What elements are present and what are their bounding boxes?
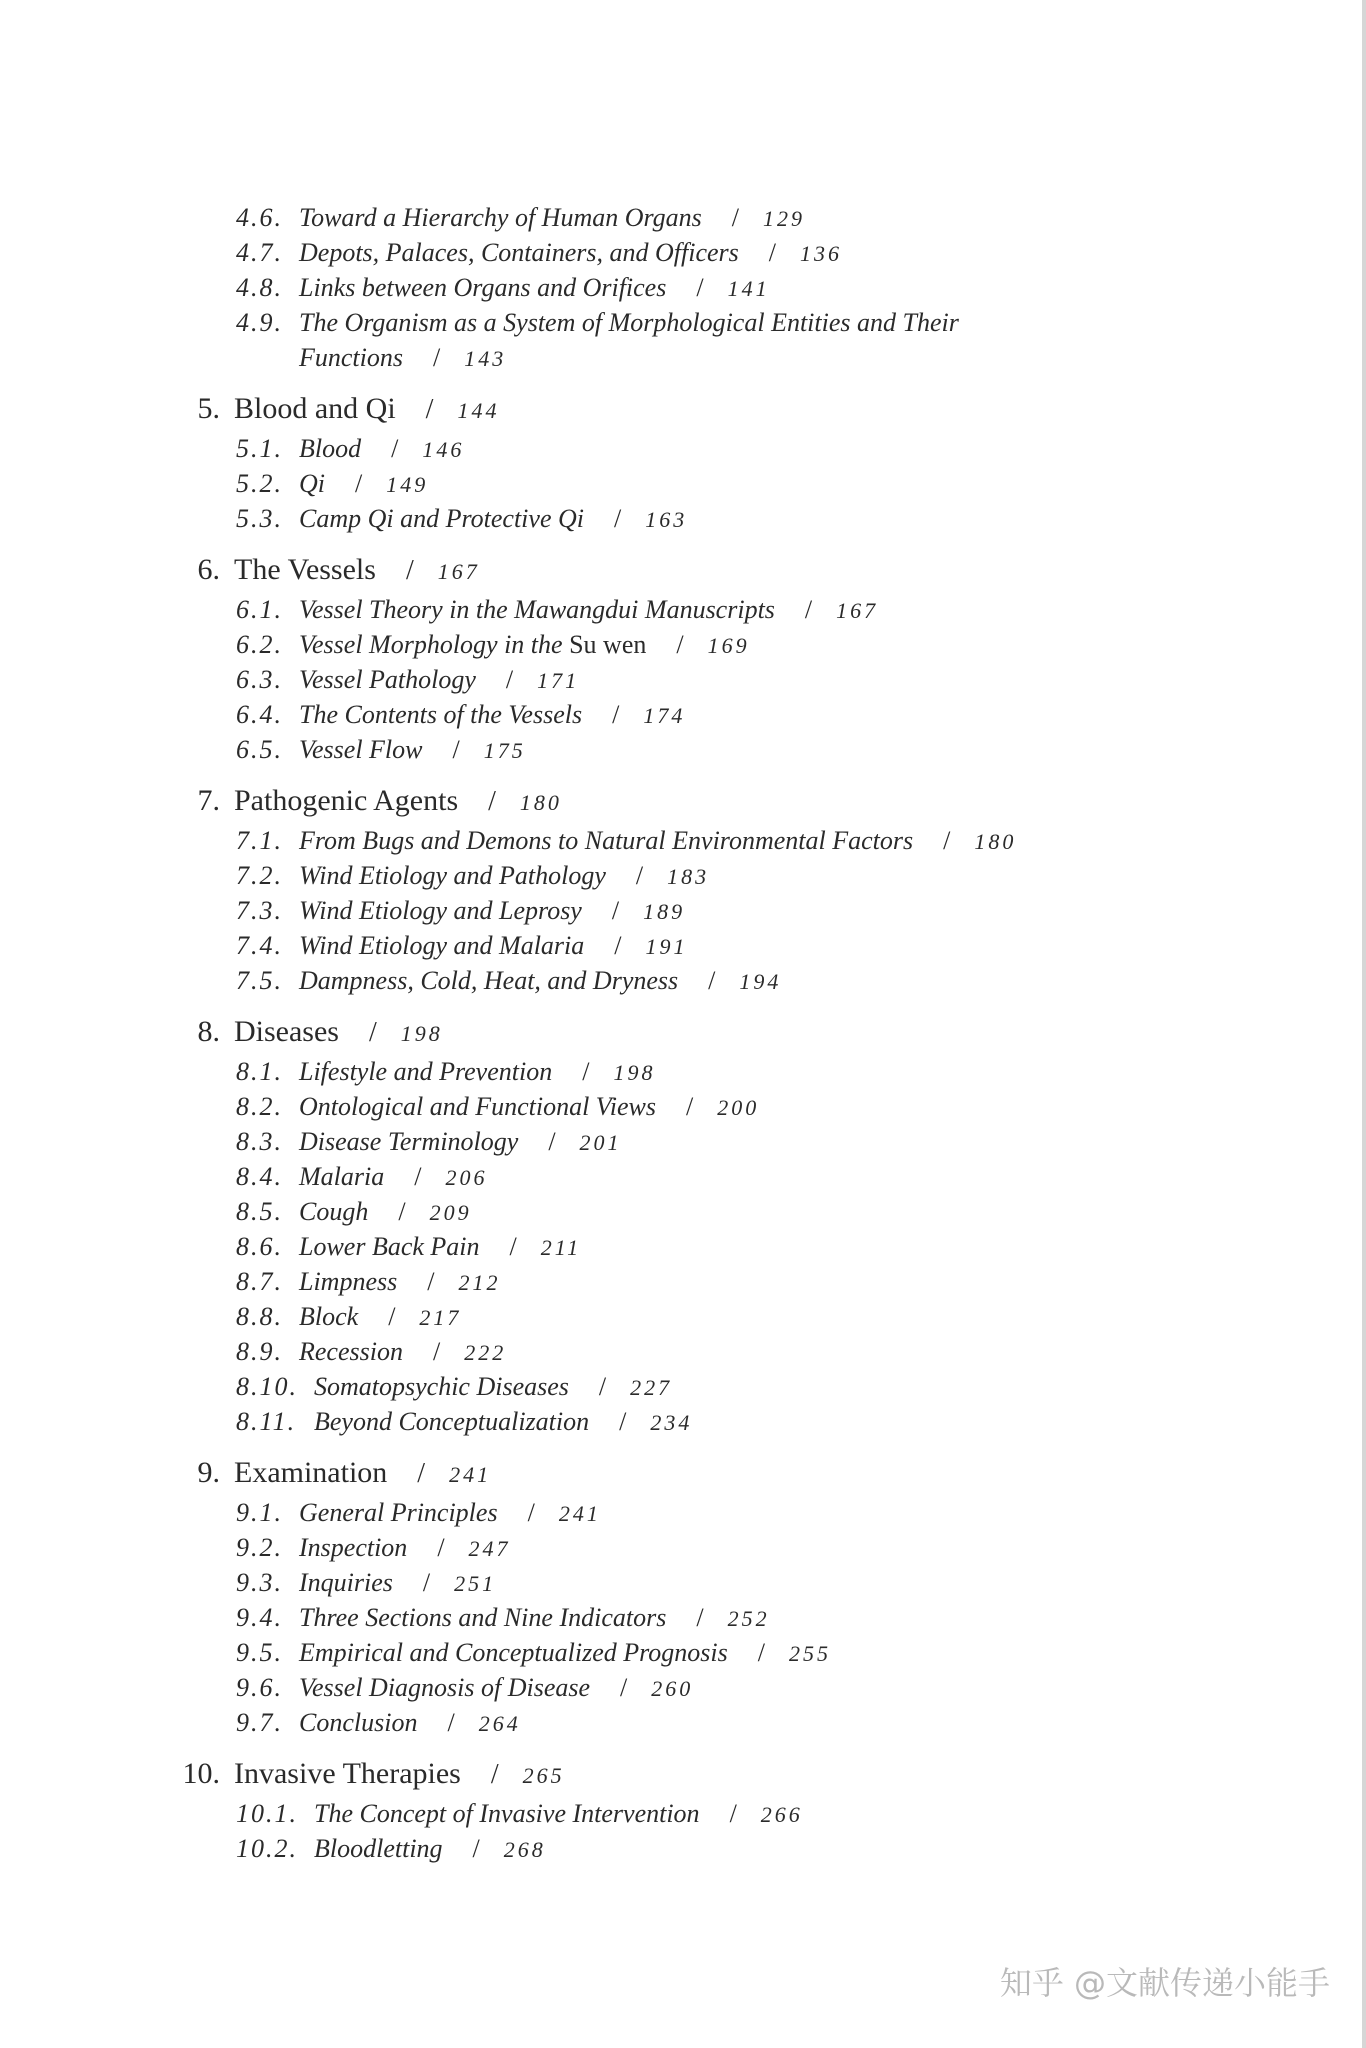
entry-body	[234, 1010, 443, 1056]
page-number: 129	[763, 206, 806, 231]
page-separator: /	[388, 1302, 396, 1331]
section-entry[interactable]	[0, 1530, 1366, 1565]
page-separator: /	[582, 1057, 590, 1086]
entry-number: 7.2.	[236, 861, 283, 890]
entry-number: 4.6.	[236, 203, 283, 232]
entry-body	[299, 928, 688, 964]
entry-title: Blood and Qi	[234, 392, 396, 425]
entry-body	[234, 779, 562, 825]
section-entry[interactable]	[0, 1299, 1366, 1334]
page-separator: /	[696, 273, 704, 302]
chapter-entry[interactable]	[0, 1451, 1366, 1495]
page-number: 212	[458, 1270, 501, 1295]
entry-body	[299, 200, 805, 236]
section-entry[interactable]	[0, 1495, 1366, 1530]
page-number: 194	[739, 969, 782, 994]
entry-title: Toward a Hierarchy of Human Organs	[299, 203, 702, 232]
entry-title: Wind Etiology and Leprosy	[299, 896, 582, 925]
entry-body	[299, 1159, 487, 1195]
page-number: 191	[645, 934, 688, 959]
section-entry[interactable]	[0, 662, 1366, 697]
entry-title: Limpness	[299, 1267, 398, 1296]
page-separator: /	[447, 1708, 455, 1737]
entry-title: Lifestyle and Prevention	[299, 1057, 553, 1086]
entry-number: 6.5.	[236, 735, 283, 764]
entry-number: 9.6.	[236, 1673, 283, 1702]
entry-body	[299, 1635, 831, 1671]
entry-number: 4.9.	[236, 308, 283, 337]
page-separator: /	[611, 896, 620, 925]
entry-title: Functions	[299, 343, 403, 372]
entry-title-roman: Su wen	[569, 630, 647, 659]
section-entry[interactable]	[0, 1670, 1366, 1705]
page-separator: /	[619, 1407, 627, 1436]
entry-title: Cough	[299, 1197, 369, 1226]
page-number: 241	[449, 1462, 492, 1487]
entry-title: Pathogenic Agents	[234, 784, 459, 817]
page-number: 264	[478, 1711, 521, 1736]
page-separator: /	[548, 1127, 556, 1156]
section-entry[interactable]	[0, 305, 1366, 340]
page-separator: /	[405, 555, 414, 586]
section-entry[interactable]	[0, 340, 1366, 375]
page-number: 260	[651, 1676, 694, 1701]
entry-body	[314, 1369, 672, 1405]
entry-body	[299, 1054, 655, 1090]
entry-title: The Concept of Invasive Intervention	[314, 1799, 700, 1828]
entry-title: Blood	[299, 434, 362, 463]
section-entry[interactable]	[0, 1054, 1366, 1089]
section-entry[interactable]	[0, 1831, 1366, 1866]
chapter-entry[interactable]	[0, 779, 1366, 823]
page-separator: /	[527, 1498, 535, 1527]
page-separator: /	[613, 504, 622, 533]
section-entry[interactable]	[0, 1194, 1366, 1229]
section-entry[interactable]	[0, 893, 1366, 928]
chapter-entry[interactable]	[0, 1010, 1366, 1054]
chapter-entry[interactable]	[0, 1752, 1366, 1796]
section-entry[interactable]	[0, 1565, 1366, 1600]
entry-body	[299, 893, 685, 929]
entry-number: 5.	[197, 392, 220, 425]
page-number: 141	[727, 276, 770, 301]
entry-body	[314, 1831, 546, 1867]
entry-number: 9.4.	[236, 1603, 283, 1632]
entry-title: Somatopsychic Diseases	[314, 1372, 569, 1401]
page-separator: /	[490, 1759, 499, 1790]
page-separator: /	[757, 1638, 765, 1667]
entry-body	[234, 548, 480, 594]
page-number: 209	[429, 1200, 472, 1225]
entry-body	[314, 1404, 692, 1440]
section-entry[interactable]	[0, 963, 1366, 998]
section-entry[interactable]	[0, 431, 1366, 466]
page-number: 169	[707, 633, 750, 658]
chapter-entry[interactable]	[0, 387, 1366, 431]
page-number: 149	[386, 472, 429, 497]
entry-title: Qi	[299, 469, 325, 498]
entry-number: 6.4.	[236, 700, 283, 729]
entry-number: 8.10.	[236, 1372, 298, 1401]
section-entry[interactable]	[0, 697, 1366, 732]
entry-body	[299, 1089, 759, 1125]
entry-body	[299, 662, 579, 698]
page-number: 171	[537, 668, 580, 693]
entry-body	[299, 466, 428, 502]
entry-title: Bloodletting	[314, 1834, 443, 1863]
entry-number: 6.3.	[236, 665, 283, 694]
entry-body	[299, 627, 750, 663]
entry-body	[314, 1796, 803, 1832]
entry-title: General Principles	[299, 1498, 498, 1527]
section-entry[interactable]	[0, 732, 1366, 767]
page-separator: /	[414, 1162, 422, 1191]
page-number: 265	[522, 1763, 565, 1788]
page-number: 251	[454, 1571, 497, 1596]
page-number: 247	[468, 1536, 511, 1561]
page-separator: /	[505, 665, 514, 694]
section-entry[interactable]	[0, 1159, 1366, 1194]
page-number: 180	[519, 790, 562, 815]
entry-number: 7.1.	[236, 826, 283, 855]
page-number: 174	[643, 703, 686, 728]
entry-body	[299, 1299, 461, 1335]
entry-number: 7.4.	[236, 931, 283, 960]
section-entry[interactable]	[0, 928, 1366, 963]
entry-body	[299, 1705, 521, 1741]
entry-title: The Vessels	[234, 553, 376, 586]
entry-body	[234, 387, 499, 433]
entry-body	[299, 1600, 770, 1636]
page-separator: /	[729, 1799, 737, 1828]
page-number: 255	[788, 1641, 831, 1666]
page-separator: /	[452, 735, 460, 764]
entry-number: 8.11.	[236, 1407, 297, 1436]
entry-number: 8.1.	[236, 1057, 283, 1086]
entry-body	[299, 1124, 622, 1160]
page-number: 183	[667, 864, 710, 889]
page-separator: /	[685, 1092, 694, 1121]
entry-body	[299, 697, 685, 733]
page-separator: /	[635, 861, 644, 890]
section-entry[interactable]	[0, 1334, 1366, 1369]
entry-number: 9.5.	[236, 1638, 283, 1667]
entry-body	[299, 305, 959, 340]
page-separator: /	[433, 343, 441, 372]
entry-number: 8.5.	[236, 1197, 283, 1226]
entry-title: Three Sections and Nine Indicators	[299, 1603, 667, 1632]
entry-body	[299, 1334, 506, 1370]
page-separator: /	[696, 1603, 704, 1632]
page-number: 234	[650, 1410, 693, 1435]
entry-title: Lower Back Pain	[299, 1232, 480, 1261]
section-entry[interactable]	[0, 235, 1366, 270]
entry-number: 7.5.	[236, 966, 283, 995]
section-entry[interactable]	[0, 1264, 1366, 1299]
page-number: 167	[836, 598, 879, 623]
entry-title: Recession	[299, 1337, 403, 1366]
page-separator: /	[432, 1337, 441, 1366]
entry-number: 7.3.	[236, 896, 283, 925]
entry-number: 6.2.	[236, 630, 283, 659]
entry-title: Beyond Conceptualization	[314, 1407, 590, 1436]
page-number: 222	[464, 1340, 507, 1365]
page-separator: /	[488, 786, 496, 817]
entry-number: 9.2.	[236, 1533, 283, 1562]
page-number: 146	[422, 437, 465, 462]
page-separator: /	[509, 1232, 517, 1261]
entry-body	[299, 1264, 500, 1300]
section-entry[interactable]	[0, 501, 1366, 536]
entry-title: Vessel Pathology	[299, 665, 476, 694]
page-separator: /	[768, 238, 777, 267]
entry-title: Ontological and Functional Views	[299, 1092, 656, 1121]
entry-body	[299, 235, 842, 271]
page-separator: /	[472, 1834, 480, 1863]
page-number: 144	[457, 398, 500, 423]
page-separator: /	[427, 1267, 435, 1296]
entry-number: 4.7.	[236, 238, 283, 267]
entry-title: Invasive Therapies	[234, 1757, 461, 1790]
entry-number: 8.4.	[236, 1162, 283, 1191]
entry-number: 8.8.	[236, 1302, 283, 1331]
page-separator: /	[425, 394, 434, 425]
entry-title: Vessel Theory in the Mawangdui Manuscripts	[299, 595, 775, 624]
page-number: 227	[630, 1375, 673, 1400]
section-entry[interactable]	[0, 592, 1366, 627]
section-entry[interactable]	[0, 1600, 1366, 1635]
entry-title: The Organism as a System of Morphological Entities and Their	[299, 308, 959, 337]
chapter-entry[interactable]	[0, 548, 1366, 592]
section-entry[interactable]	[0, 200, 1366, 235]
page-number: 189	[643, 899, 686, 924]
page-number: 136	[800, 241, 843, 266]
page-number: 200	[717, 1095, 760, 1120]
entry-number: 10.2.	[236, 1834, 298, 1863]
entry-body	[299, 1229, 581, 1265]
page-separator: /	[437, 1533, 445, 1562]
page-separator: /	[612, 700, 620, 729]
page-separator: /	[804, 595, 813, 624]
page-number: 143	[464, 346, 507, 371]
page-separator: /	[676, 630, 684, 659]
entry-title: Empirical and Conceptualized Prognosis	[299, 1638, 728, 1667]
entry-body	[234, 1752, 565, 1798]
entry-number: 9.3.	[236, 1568, 283, 1597]
entry-title: From Bugs and Demons to Natural Environmental Factors	[299, 826, 914, 855]
page-separator: /	[355, 469, 363, 498]
entry-number: 5.2.	[236, 469, 283, 498]
page-separator: /	[391, 434, 399, 463]
section-entry[interactable]	[0, 1796, 1366, 1831]
entry-body	[299, 592, 878, 628]
page-number: 206	[445, 1165, 488, 1190]
entry-body	[234, 1451, 491, 1497]
section-entry[interactable]	[0, 1124, 1366, 1159]
entry-title: Block	[299, 1302, 359, 1331]
entry-title: Inspection	[299, 1533, 408, 1562]
entry-title: Vessel Flow	[299, 735, 423, 764]
entry-title: Wind Etiology and Malaria	[299, 931, 585, 960]
page-number: 167	[437, 559, 480, 584]
entry-title: Links between Organs and Orifices	[299, 273, 667, 302]
page-number: 198	[613, 1060, 656, 1085]
page-number: 175	[483, 738, 526, 763]
page-separator: /	[620, 1673, 628, 1702]
entry-number: 8.2.	[236, 1092, 283, 1121]
entry-number: 6.1.	[236, 595, 283, 624]
entry-title: Malaria	[299, 1162, 385, 1191]
entry-number: 9.1.	[236, 1498, 283, 1527]
page-number: 241	[558, 1501, 601, 1526]
page-number: 201	[579, 1130, 622, 1155]
entry-number: 10.	[182, 1757, 220, 1790]
entry-number: 10.1.	[236, 1799, 298, 1828]
entry-number: 7.	[197, 784, 220, 817]
entry-number: 4.8.	[236, 273, 283, 302]
watermark: 知乎 @文献传递小能手	[999, 1964, 1330, 2002]
page-separator: /	[731, 203, 740, 232]
entry-number: 8.9.	[236, 1337, 283, 1366]
entry-body	[299, 1565, 496, 1601]
entry-title: Conclusion	[299, 1708, 418, 1737]
entry-title: Diseases	[234, 1015, 339, 1048]
section-entry[interactable]	[0, 270, 1366, 305]
entry-title: Vessel Morphology in the	[299, 630, 563, 659]
page-number: 252	[727, 1606, 770, 1631]
entry-body	[299, 1670, 693, 1706]
entry-number: 8.	[197, 1015, 220, 1048]
entry-body	[299, 270, 770, 306]
page-number: 211	[540, 1235, 582, 1260]
entry-number: 9.7.	[236, 1708, 283, 1737]
entry-body	[299, 340, 506, 376]
entry-title: Wind Etiology and Pathology	[299, 861, 606, 890]
entry-body	[299, 431, 464, 467]
section-entry[interactable]	[0, 1229, 1366, 1264]
entry-body	[299, 963, 781, 999]
entry-body	[299, 732, 526, 768]
page-separator: /	[598, 1372, 607, 1401]
entry-title: Dampness, Cold, Heat, and Dryness	[299, 966, 679, 995]
page-separator: /	[943, 826, 951, 855]
entry-body	[299, 501, 687, 537]
section-entry[interactable]	[0, 1089, 1366, 1124]
entry-body	[299, 858, 709, 894]
entry-number: 6.	[197, 553, 220, 586]
page-separator: /	[614, 931, 622, 960]
page-separator: /	[417, 1458, 426, 1489]
section-entry[interactable]	[0, 1404, 1366, 1439]
entry-number: 8.7.	[236, 1267, 283, 1296]
page-separator: /	[422, 1568, 431, 1597]
section-entry[interactable]	[0, 858, 1366, 893]
entry-body	[299, 823, 1016, 859]
page-separator: /	[368, 1017, 377, 1048]
entry-number: 9.	[197, 1456, 220, 1489]
entry-body	[299, 1530, 511, 1566]
section-entry[interactable]	[0, 1369, 1366, 1404]
section-entry[interactable]	[0, 466, 1366, 501]
section-entry[interactable]	[0, 823, 1366, 858]
entry-title: Depots, Palaces, Containers, and Officers	[299, 238, 739, 267]
entry-body	[299, 1194, 472, 1230]
page-separator: /	[708, 966, 716, 995]
section-entry[interactable]	[0, 1705, 1366, 1740]
entry-body	[299, 1495, 601, 1531]
page-number: 198	[400, 1021, 443, 1046]
page-number: 217	[419, 1305, 462, 1330]
page-number: 180	[974, 829, 1017, 854]
entry-title: Examination	[234, 1456, 388, 1489]
table-of-contents	[0, 200, 1366, 1866]
page-number: 266	[760, 1802, 803, 1827]
page-separator: /	[398, 1197, 406, 1226]
entry-number: 8.3.	[236, 1127, 283, 1156]
entry-title: Camp Qi and Protective Qi	[299, 504, 584, 533]
section-entry[interactable]	[0, 1635, 1366, 1670]
entry-title: The Contents of the Vessels	[299, 700, 583, 729]
entry-number: 5.3.	[236, 504, 283, 533]
page-number: 268	[503, 1837, 546, 1862]
entry-title: Disease Terminology	[299, 1127, 519, 1156]
entry-title: Inquiries	[299, 1568, 393, 1597]
entry-title: Vessel Diagnosis of Disease	[299, 1673, 591, 1702]
section-entry[interactable]	[0, 627, 1366, 662]
entry-number: 5.1.	[236, 434, 283, 463]
entry-number: 8.6.	[236, 1232, 283, 1261]
page-number: 163	[645, 507, 688, 532]
